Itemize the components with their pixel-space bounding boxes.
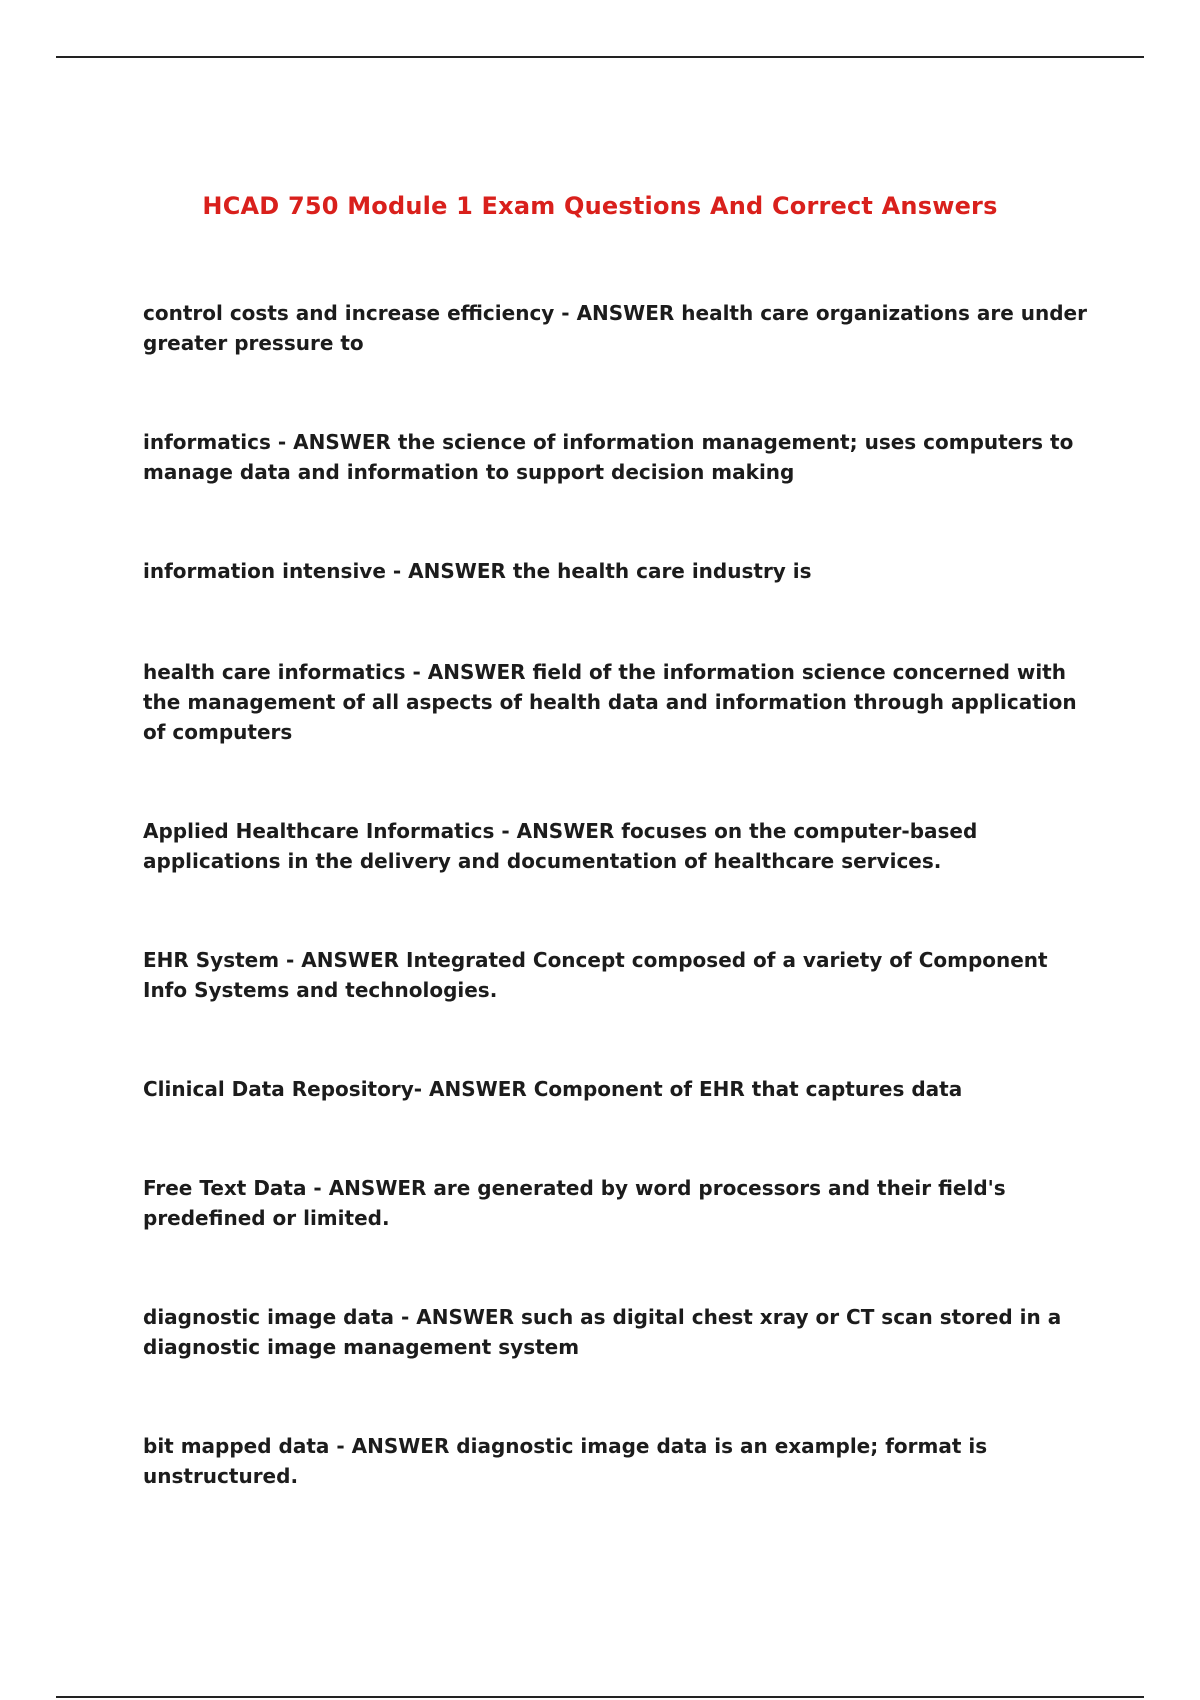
qa-item [143,1302,1093,1362]
qa-item [143,816,1093,876]
qa-item [143,1431,1093,1491]
qa-text: informatics - ANSWER the science of information management; uses computers to manage data and information to support decision making [143,430,1074,484]
top-rule [56,56,1144,58]
qa-item [143,427,1093,487]
qa-item [143,945,1093,1005]
qa-text: control costs and increase efficiency - ANSWER health care organizations are under greater pressure to [143,301,1087,355]
qa-text: Clinical Data Repository- ANSWER Component of EHR that captures data [143,1077,963,1101]
qa-item [143,556,1093,586]
qa-item [143,1074,1093,1104]
qa-text: bit mapped data - ANSWER diagnostic image data is an example; format is unstructured. [143,1434,988,1488]
qa-text: EHR System - ANSWER Integrated Concept composed of a variety of Component Info Systems and technologies. [143,948,1048,1002]
qa-text: Free Text Data - ANSWER are generated by word processors and their field's predefined or limited. [143,1176,1006,1230]
qa-text: Applied Healthcare Informatics - ANSWER focuses on the computer-based applications in the delivery and documentation of healthcare services. [143,819,978,873]
qa-item [143,1173,1093,1233]
document-title: HCAD 750 Module 1 Exam Questions And Correct Answers [202,192,998,220]
qa-item [143,298,1093,358]
qa-text: health care informatics - ANSWER field of the information science concerned with the management of all aspects of health data and information through application of computers [143,660,1077,744]
qa-item [143,657,1093,747]
qa-text: information intensive - ANSWER the health care industry is [143,559,812,583]
bottom-rule [56,1696,1144,1698]
qa-text: diagnostic image data - ANSWER such as digital chest xray or CT scan stored in a diagnostic image management system [143,1305,1062,1359]
